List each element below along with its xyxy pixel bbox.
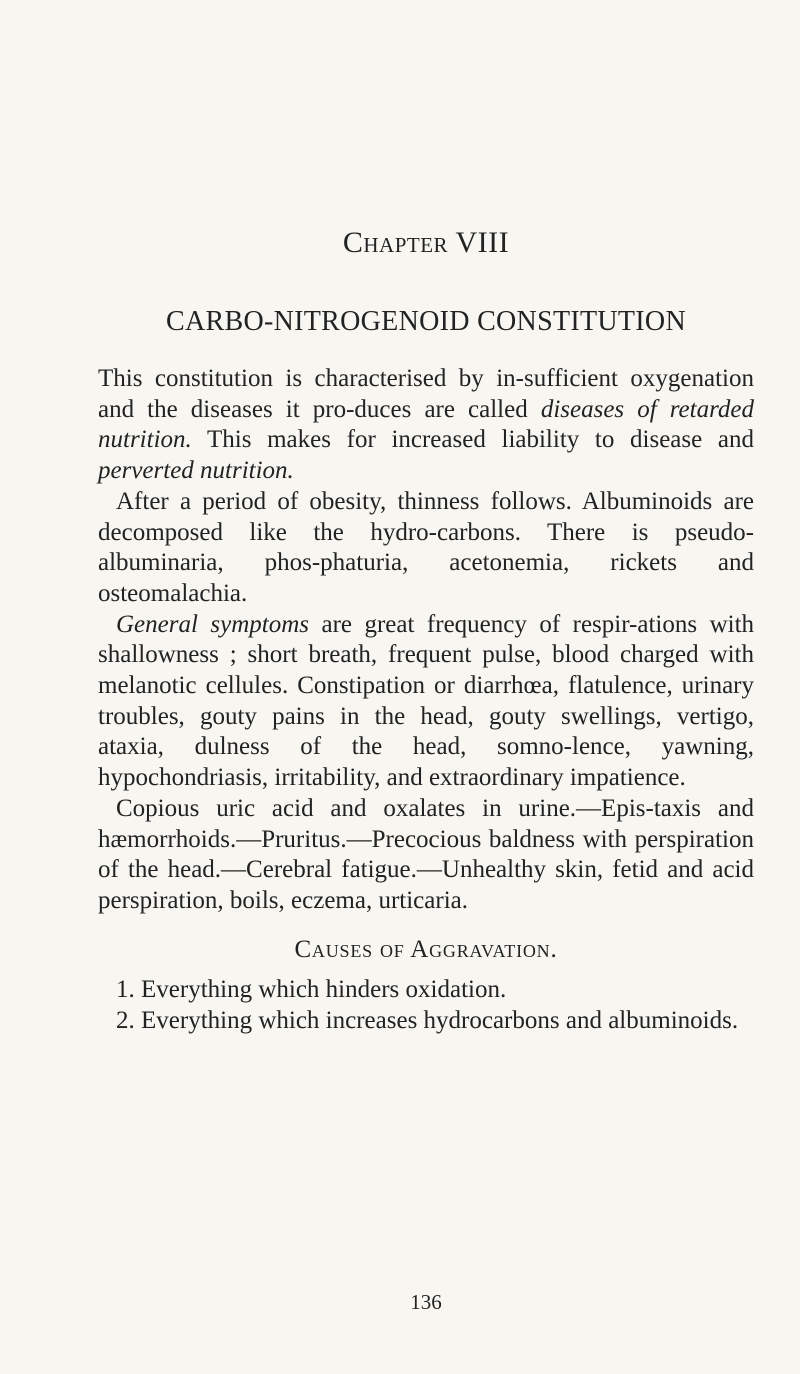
paragraph-obesity: After a period of obesity, thinness follows. Albuminoids are decomposed like the hydro-carbons. There is pseudo-albuminaria, phos-phaturia, acetonemia, rickets and osteomalachia. — [98, 487, 754, 607]
paragraph-intro-text: This constitution is characterised by in-sufficient oxygenation and the diseases it pro-duces are called — [98, 365, 754, 423]
chapter-title: CARBO-NITROGENOID CONSTITUTION — [166, 306, 686, 337]
paragraph-symptoms — [98, 610, 754, 794]
paragraph-intro-emphasis-2: perverted nutrition. — [98, 457, 294, 485]
cause-item-2: 2. Everything which increases hydrocarbons and albuminoids. — [116, 1007, 739, 1035]
paragraph-intro — [98, 364, 754, 487]
paragraph-symptoms-emphasis: General symptoms — [116, 610, 310, 638]
cause-item-1: 1. Everything which hinders oxidation. — [116, 976, 507, 1004]
causes-heading: Causes of Aggravation. — [294, 935, 558, 963]
page-number: 136 — [410, 1290, 442, 1314]
paragraph-intro-text-2: This makes for increased liability to disease and — [191, 426, 754, 454]
chapter-heading: Chapter VIII — [342, 226, 510, 259]
book-page — [98, 0, 754, 1374]
chapter-body — [98, 364, 754, 1037]
paragraph-intro-emphasis: diseases of retarded nutrition. — [98, 395, 754, 454]
paragraph-symptoms-text: are great frequency of respir-ations with shallowness ; short breath, frequent pulse, blood charged with melanotic cellules. Constipation or diarrhœa, flatulence, urinary troubles, gouty pains in the head, gouty swellings, vertigo, ataxia, dulness of the head, somno-lence, yawning, hypochondriasis, irritability, and extraordinary impatience. — [98, 610, 755, 792]
paragraph-urine: Copious uric acid and oxalates in urine.—Epis-taxis and hæmorrhoids.—Pruritus.—Precocious baldness with perspiration of the head.—Cerebral fatigue.—Unhealthy skin, fetid and acid perspiration, boils, eczema, urticaria. — [98, 794, 754, 914]
